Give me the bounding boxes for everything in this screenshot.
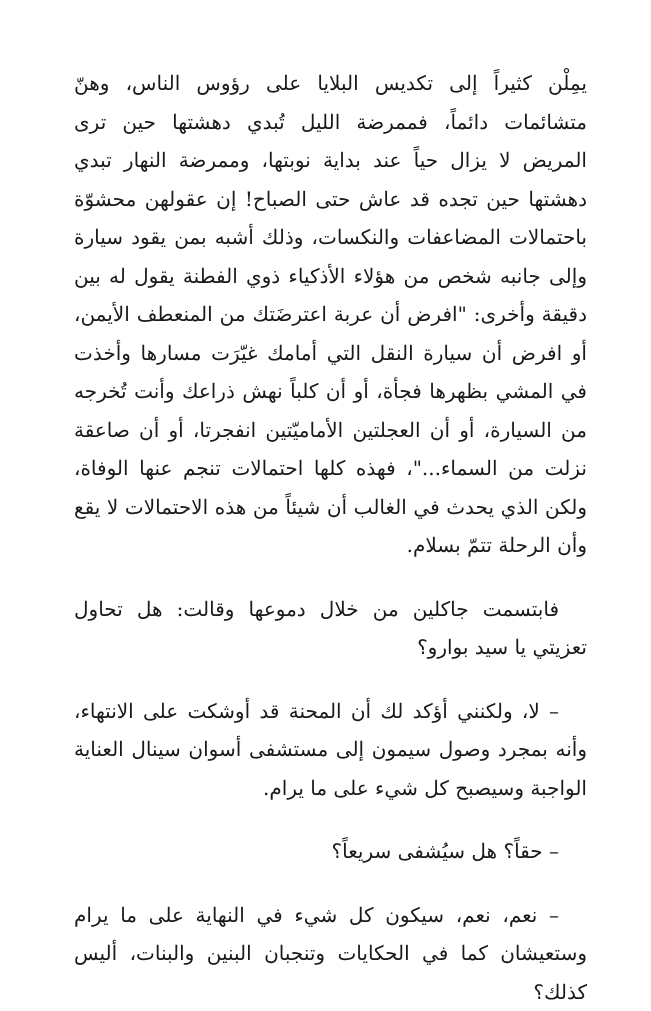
book-page: [74, 64, 587, 1011]
paragraph-spacer: [74, 667, 587, 692]
dialogue-poirot-happy-ending: – نعم، نعم، سيكون كل شيء في النهاية على ما يرام وستعيشان كما في الحكايات وتنجبان البنين والبنات، أليس كذلك؟: [74, 896, 587, 1011]
paragraph-spacer: [74, 871, 587, 896]
paragraph-spacer: [74, 807, 587, 832]
dialogue-poirot-reassurance: – لا، ولكنني أؤكد لك أن المحنة قد أوشكت على الانتهاء، وأنه بمجرد وصول سيمون إلى مستشفى أسوان سينال العناية الواجبة وسيصبح كل شيء على ما يرام.: [74, 692, 587, 808]
dialogue-jacqueline-question: – حقاً؟ هل سيُشفى سريعاً؟: [74, 832, 587, 871]
paragraph-spacer: [74, 565, 587, 590]
paragraph-nurses-pessimism: يمِلْن كثيراً إلى تكديس البلايا على رؤوس الناس، وهنّ متشائمات دائماً، فممرضة الليل تُبدي دهشتها حين ترى المريض لا يزال حياً عند بداية نوبتها، وممرضة النهار تبدي دهشتها حين تجده قد عاش حتى الصباح! إن عقولهن محشوّة باحتمالات المضاعفات والنكسات، وذلك أشبه بمن يقود سيارة وإلى جانبه شخص من هؤلاء الأذكياء ذوي الفطنة يقول له بين دقيقة وأخرى: "افرض أن عربة اعترضَتك من المنعطف الأيمن، أو افرض أن سيارة النقل التي أمامك غيّرَت مسارها وأخذت في المشي بظهرها فجأة، أو أن كلباً نهش ذراعك وأنت تُخرجه من السيارة، أو أن العجلتين الأماميّتين انفجرتا، أو أن صاعقة نزلت من السماء..."، فهذه كلها احتمالات تنجم عنها الوفاة، ولكن الذي يحدث في الغالب أن شيئاً من هذه الاحتمالات لا يقع وأن الرحلة تتمّ بسلام.: [74, 64, 587, 565]
paragraph-jacqueline-smiles: فابتسمت جاكلين من خلال دموعها وقالت: هل تحاول تعزيتي يا سيد بوارو؟: [74, 590, 587, 667]
